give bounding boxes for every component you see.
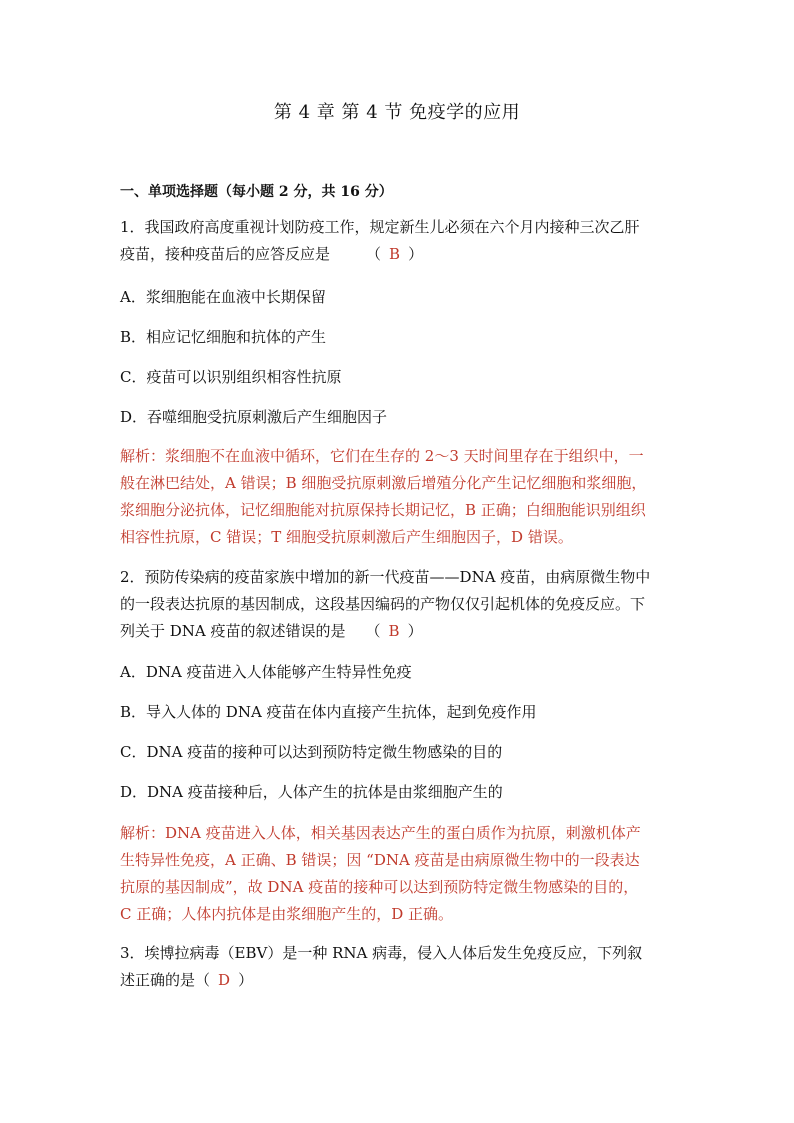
stem-text: 述正确的是 <box>120 971 196 989</box>
option-b: B．相应记忆细胞和抗体的产生 <box>120 328 327 346</box>
analysis-label: 解析： <box>120 824 166 842</box>
answer-paren-close: ） <box>408 245 424 263</box>
stem-line: 1．我国政府高度重视计划防疫工作，规定新生儿必须在六个月内接种三次乙肝 <box>120 218 640 236</box>
answer-paren-open: （ <box>365 622 381 640</box>
analysis-line: 抗原的基因制成”，故 DNA 疫苗的接种可以达到预防特定微生物感染的目的， <box>120 878 639 896</box>
stem-line <box>120 241 680 268</box>
answer-letter: D <box>218 971 231 989</box>
analysis-label: 解析： <box>120 447 166 465</box>
analysis-line: C 正确；人体内抗体是由浆细胞产生的，D 正确。 <box>120 905 454 923</box>
stem-text: 疫苗，接种疫苗后的应答反应是 <box>120 245 331 263</box>
analysis-line: 浆细胞分泌抗体，记忆细胞能对抗原保持长期记忆，B 正确；白细胞能识别组织 <box>120 501 646 519</box>
option-a: A．DNA 疫苗进入人体能够产生特异性免疫 <box>120 663 412 681</box>
analysis-line: 生特异性免疫，A 正确、B 错误；因 “DNA 疫苗是由病原微生物中的一段表达 <box>120 851 640 869</box>
option-a: A．浆细胞能在血液中长期保留 <box>120 288 326 306</box>
question-3-stem <box>120 940 680 994</box>
stem-line: 3．埃博拉病毒（EBV）是一种 RNA 病毒，侵入人体后发生免疫反应，下列叙 <box>120 944 643 962</box>
analysis-text: 浆细胞不在血液中循环，它们在生存的 2～3 天时间里存在于组织中，一 <box>165 447 644 465</box>
analysis-line: 般在淋巴结处，A 错误；B 细胞受抗原刺激后增殖分化产生记忆细胞和浆细胞， <box>120 474 647 492</box>
option-d: D．DNA 疫苗接种后，人体产生的抗体是由浆细胞产生的 <box>120 783 503 801</box>
section-heading: 一、单项选择题（每小题 2 分，共 16 分） <box>120 184 393 200</box>
question-2-analysis <box>120 820 680 928</box>
analysis-line <box>120 443 680 470</box>
answer-paren-close: ） <box>238 971 254 989</box>
answer-paren-open: （ <box>366 245 382 263</box>
question-1-analysis <box>120 443 680 551</box>
stem-line: 2．预防传染病的疫苗家族中增加的新一代疫苗——DNA 疫苗，由病原微生物中 <box>120 568 651 586</box>
option-c: C．DNA 疫苗的接种可以达到预防特定微生物感染的目的 <box>120 743 503 761</box>
stem-line <box>120 618 680 645</box>
stem-line <box>120 967 680 994</box>
stem-text: 列关于 DNA 疫苗的叙述错误的是 <box>120 622 346 640</box>
stem-line: 的一段表达抗原的基因制成，这段基因编码的产物仅仅引起机体的免疫反应。下 <box>120 595 646 613</box>
analysis-line <box>120 820 680 847</box>
answer-paren-close: ） <box>407 622 423 640</box>
answer-letter: B <box>388 622 400 640</box>
page-title: 第 4 章 第 4 节 免疫学的应用 <box>273 102 521 123</box>
answer-paren-open: （ <box>195 971 211 989</box>
option-d: D．吞噬细胞受抗原刺激后产生细胞因子 <box>120 408 388 426</box>
answer-letter: B <box>389 245 401 263</box>
option-c: C．疫苗可以识别组织相容性抗原 <box>120 368 342 386</box>
analysis-text: DNA 疫苗进入人体，相关基因表达产生的蛋白质作为抗原，刺激机体产 <box>165 824 641 842</box>
analysis-line: 相容性抗原，C 错误；T 细胞受抗原刺激后产生细胞因子，D 错误。 <box>120 528 573 546</box>
question-2-stem <box>120 564 680 645</box>
question-1-stem <box>120 214 680 268</box>
option-b: B．导入人体的 DNA 疫苗在体内直接产生抗体，起到免疫作用 <box>120 703 537 721</box>
